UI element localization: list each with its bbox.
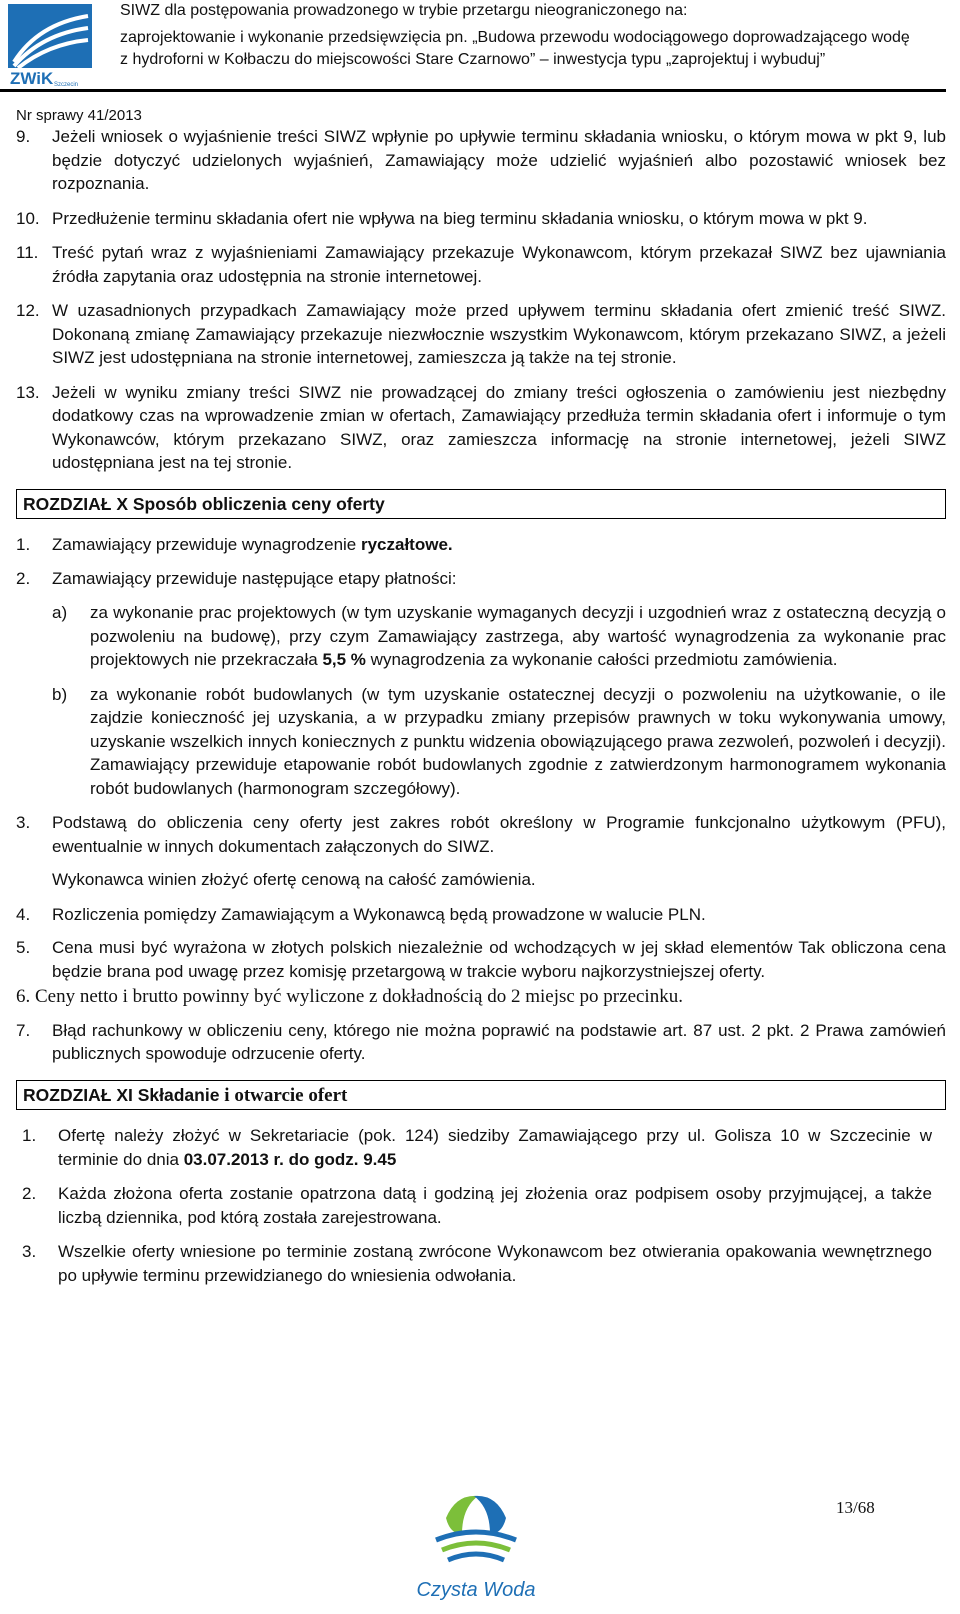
chapter-x-point-2 bbox=[16, 567, 946, 591]
sub-item-letter: b) bbox=[52, 684, 68, 704]
case-number: Nr sprawy 41/2013 bbox=[16, 107, 142, 124]
item-number: 13. bbox=[16, 382, 40, 402]
document-header bbox=[0, 0, 960, 95]
paragraph-11 bbox=[16, 241, 946, 288]
sub-item-text-end: wynagrodzenia za wykonanie całości przedmiotu zamówienia. bbox=[365, 650, 838, 669]
item-number: 12. bbox=[16, 301, 40, 320]
header-text bbox=[120, 0, 910, 71]
chapter-x-point-7 bbox=[16, 1019, 946, 1066]
header-divider bbox=[0, 89, 946, 92]
logo-text: ZWiK bbox=[10, 69, 54, 88]
paragraph-13 bbox=[16, 381, 946, 475]
item-number: 4. bbox=[16, 904, 31, 924]
paragraph-12 bbox=[16, 299, 946, 370]
item-number: 3. bbox=[22, 1242, 37, 1261]
chapter-x-heading: ROZDZIAŁ X Sposób obliczenia ceny oferty bbox=[16, 489, 946, 520]
sub-item-letter: a) bbox=[52, 603, 68, 622]
item-number: 7. bbox=[16, 1020, 31, 1040]
header-line-2: zaprojektowanie i wykonanie przedsięwzięcia pn. „Budowa przewodu wodociągowego doprowadzającego wodę bbox=[120, 29, 910, 46]
percentage-bold: 5,5 % bbox=[322, 650, 366, 669]
item-number: 6. bbox=[16, 986, 31, 1007]
chapter-xi-heading-part-2: i otwarcie ofert bbox=[224, 1084, 348, 1106]
item-text: Każda złożona oferta zostanie opatrzona datą i godziną jej złożenia oraz podpisem osoby przyjmującej, a także liczbą dziennika, pod którą została zarejestrowana. bbox=[58, 1184, 932, 1227]
chapter-xi-point-2 bbox=[16, 1182, 946, 1229]
deadline-bold: 03.07.2013 r. do godz. 9.45 bbox=[183, 1149, 397, 1169]
chapter-x-point-3 bbox=[16, 811, 946, 858]
paragraph-9 bbox=[16, 125, 946, 196]
item-text: Ofertę należy złożyć w Sekretariacie (pok. 124) siedziby Zamawiającego przy ul. Golisza 10 w Szczecinie w terminie do dnia bbox=[58, 1126, 932, 1169]
item-number: 10. bbox=[16, 208, 40, 228]
chapter-x-point-2b bbox=[16, 683, 946, 801]
item-number: 11. bbox=[16, 243, 39, 262]
chapter-x-point-3-note: Wykonawca winien złożyć ofertę cenową na całość zamówienia. bbox=[52, 870, 536, 889]
brand-text: Czysta Woda bbox=[416, 1579, 536, 1601]
item-number: 1. bbox=[16, 535, 31, 554]
sub-item-text: za wykonanie prac projektowych (w tym uzyskanie wymaganych decyzji i uzgodnień wraz z ostateczną decyzją o pozwoleniu na budowę), przy czym Zamawiający zastrzega, aby wartość wynagrodzenia za wykonanie prac projektowych nie przekraczała bbox=[90, 603, 946, 669]
document-body bbox=[16, 125, 946, 1298]
chapter-xi-heading-part-1: ROZDZIAŁ XI Składanie bbox=[23, 1084, 225, 1105]
czysta-woda-logo-icon bbox=[412, 1490, 540, 1602]
chapter-x-point-1 bbox=[16, 533, 946, 557]
item-text: Podstawą do obliczenia ceny oferty jest zakres robót określony w Programie funkcjonalno użytkowym (PFU), ewentualnie w innych dokumentach załączonych do SIWZ. bbox=[52, 813, 946, 856]
item-number: 9. bbox=[16, 127, 31, 146]
chapter-xi-point-3 bbox=[16, 1240, 946, 1287]
chapter-x-point-6 bbox=[16, 985, 946, 1009]
chapter-xi-point-1 bbox=[16, 1124, 946, 1171]
chapter-x-point-5 bbox=[16, 936, 946, 983]
item-text: Treść pytań wraz z wyjaśnieniami Zamawiający przekazuje Wykonawcom, którym przekazał SIWZ bez ujawniania źródła zapytania oraz udostępnia na stronie internetowej. bbox=[52, 243, 946, 286]
sub-item-text: za wykonanie robót budowlanych (w tym uzyskanie ostatecznej decyzji o pozwoleniu na użytkowanie, o ile zajdzie konieczność jej uzyskania, a w przypadku zmiany przepisów prawnych w toku wykonywania umowy, uzyskanie wszelkich innych koniecznych z punktu widzenia obowiązującego prawa zezwoleń, pozwoleń i decyzji). Zamawiający przewiduje etapowanie robót budowlanych zgodnie z zatwierdzonym harmonogramem wykonania robót budowlanych (harmonogram szczegółowy). bbox=[90, 684, 946, 798]
item-text: Rozliczenia pomiędzy Zamawiającym a Wykonawcą będą prowadzone w walucie PLN. bbox=[52, 904, 706, 924]
item-text: Jeżeli w wyniku zmiany treści SIWZ nie prowadzącej do zmiany treści ogłoszenia o zamówieniu jest niezbędny dodatkowy czas na wprowadzenie zmian w ofertach, Zamawiający przedłuża termin składania ofert i informuje o tym Wykonawców, którym przekazano SIWZ, oraz zamieszcza informację na stronie internetowej, jeżeli SIWZ udostępniana jest na tej stronie. bbox=[52, 382, 946, 472]
item-text: Zamawiający przewiduje następujące etapy płatności: bbox=[52, 568, 457, 588]
item-text: Jeżeli wniosek o wyjaśnienie treści SIWZ wpłynie po upływie terminu składania wniosku, o którym mowa w pkt 9, lub będzie dotyczyć udzielonych wyjaśnień, Zamawiający może udzielić wyjaśnień albo pozostawić wniosek bez rozpoznania. bbox=[52, 127, 946, 193]
chapter-x-point-2a bbox=[16, 601, 946, 672]
item-text: Zamawiający przewiduje wynagrodzenie bbox=[52, 535, 361, 554]
header-line-1: SIWZ dla postępowania prowadzonego w trybie przetargu nieograniczonego na: bbox=[120, 2, 688, 19]
page-number: 13/68 bbox=[836, 1498, 875, 1517]
zwik-logo-icon bbox=[8, 4, 92, 90]
item-text: Przedłużenie terminu składania ofert nie wpływa na bieg terminu składania wniosku, o którym mowa w pkt 9. bbox=[52, 208, 868, 228]
item-text: Wszelkie oferty wniesione po terminie zostaną zwrócone Wykonawcom bez otwierania opakowania wewnętrznego po upływie terminu przewidzianego do wniesienia odwołania. bbox=[58, 1242, 932, 1285]
item-text: Błąd rachunkowy w obliczeniu ceny, którego nie można poprawić na podstawie art. 87 ust. 2 pkt. 2 Prawa zamówień publicznych spowoduje odrzucenie oferty. bbox=[52, 1020, 946, 1063]
paragraph-10 bbox=[16, 207, 946, 231]
chapter-xi-heading bbox=[16, 1080, 946, 1111]
header-line-3: z hydroforni w Kołbaczu do miejscowości Stare Czarnowo” – inwestycja typu „zaprojektuj i wybuduj” bbox=[120, 51, 826, 68]
item-number: 2. bbox=[22, 1184, 37, 1203]
item-number: 2. bbox=[16, 568, 31, 588]
item-number: 1. bbox=[22, 1126, 37, 1145]
item-text: Cena musi być wyrażona w złotych polskich niezależnie od wchodzących w jej skład elementów Tak obliczona cena będzie brana pod uwagę przez komisję przetargową w trakcie wyboru najkorzystniejszej oferty. bbox=[52, 938, 946, 981]
item-bold-text: ryczałtowe. bbox=[360, 535, 453, 554]
item-number: 3. bbox=[16, 813, 31, 832]
item-number: 5. bbox=[16, 938, 31, 957]
chapter-x-point-4 bbox=[16, 903, 946, 927]
item-text: Ceny netto i brutto powinny być wyliczone z dokładnością do 2 miejsc po przecinku. bbox=[35, 986, 683, 1007]
logo-subtext: Szczecin bbox=[54, 82, 79, 88]
item-text: W uzasadnionych przypadkach Zamawiający może przed upływem terminu składania ofert zmienić treść SIWZ. Dokonaną zmianę Zamawiający przekazuje niezwłocznie wszystkim Wykonawcom, którym przekazano SIWZ, a jeżeli SIWZ jest udostępniana na stronie internetowej, zamieszcza ją także na tej stronie. bbox=[52, 301, 946, 367]
